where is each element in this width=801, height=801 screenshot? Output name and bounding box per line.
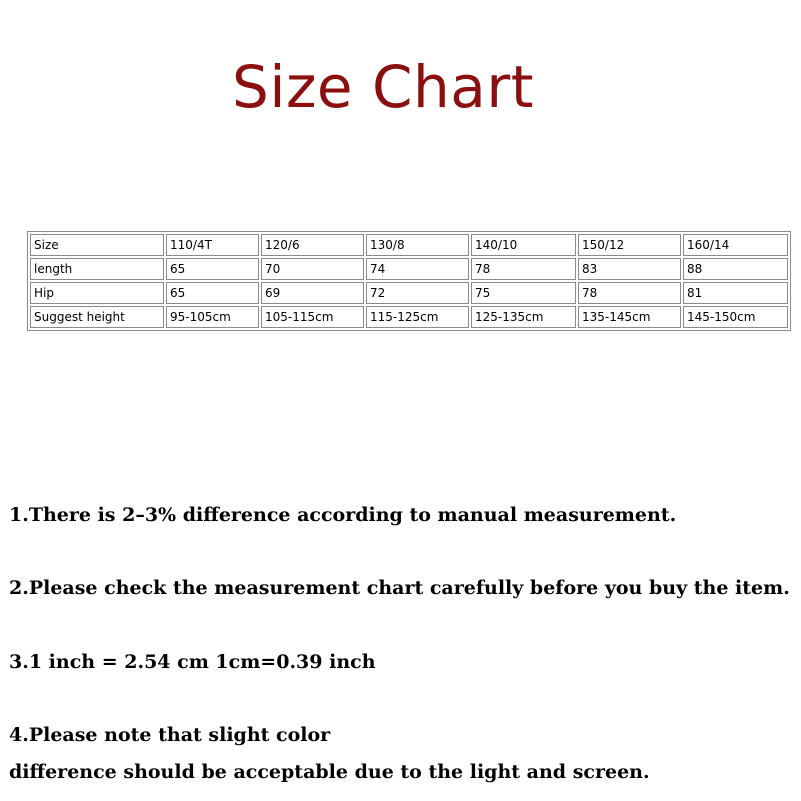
header-cell-130-8: 130/8 [366,234,469,256]
row-label-hip: Hip [30,282,164,304]
table-cell: 65 [166,258,259,280]
table-cell: 83 [578,258,681,280]
table-cell: 105-115cm [261,306,364,328]
page-title: Size Chart [232,53,534,121]
table-cell: 135-145cm [578,306,681,328]
header-cell-size: Size [30,234,164,256]
table-row-length [30,258,788,280]
size-table [27,231,791,331]
note-measurement-difference: 1.There is 2–3% difference according to manual measurement. [9,504,677,526]
note-color-difference-line-1: 4.Please note that slight color [9,724,331,746]
header-cell-110-4t: 110/4T [166,234,259,256]
table-header-row [30,234,788,256]
table-cell: 88 [683,258,788,280]
table-cell: 145-150cm [683,306,788,328]
note-check-chart: 2.Please check the measurement chart carefully before you buy the item. [9,577,790,599]
table-cell: 81 [683,282,788,304]
header-cell-150-12: 150/12 [578,234,681,256]
table-cell: 65 [166,282,259,304]
table-cell: 69 [261,282,364,304]
table-cell: 75 [471,282,576,304]
table-cell: 78 [471,258,576,280]
table-row-hip [30,282,788,304]
table-cell: 70 [261,258,364,280]
table-cell: 72 [366,282,469,304]
note-unit-conversion: 3.1 inch = 2.54 cm 1cm=0.39 inch [9,651,376,673]
header-cell-120-6: 120/6 [261,234,364,256]
table-cell: 74 [366,258,469,280]
table-cell: 95-105cm [166,306,259,328]
header-cell-160-14: 160/14 [683,234,788,256]
note-color-difference [9,722,650,796]
table-cell: 78 [578,282,681,304]
row-label-length: length [30,258,164,280]
header-cell-140-10: 140/10 [471,234,576,256]
table-cell: 125-135cm [471,306,576,328]
table-cell: 115-125cm [366,306,469,328]
table-row-suggest-height [30,306,788,328]
row-label-suggest-height: Suggest height [30,306,164,328]
note-color-difference-line-2: difference should be acceptable due to the light and screen. [9,761,650,783]
